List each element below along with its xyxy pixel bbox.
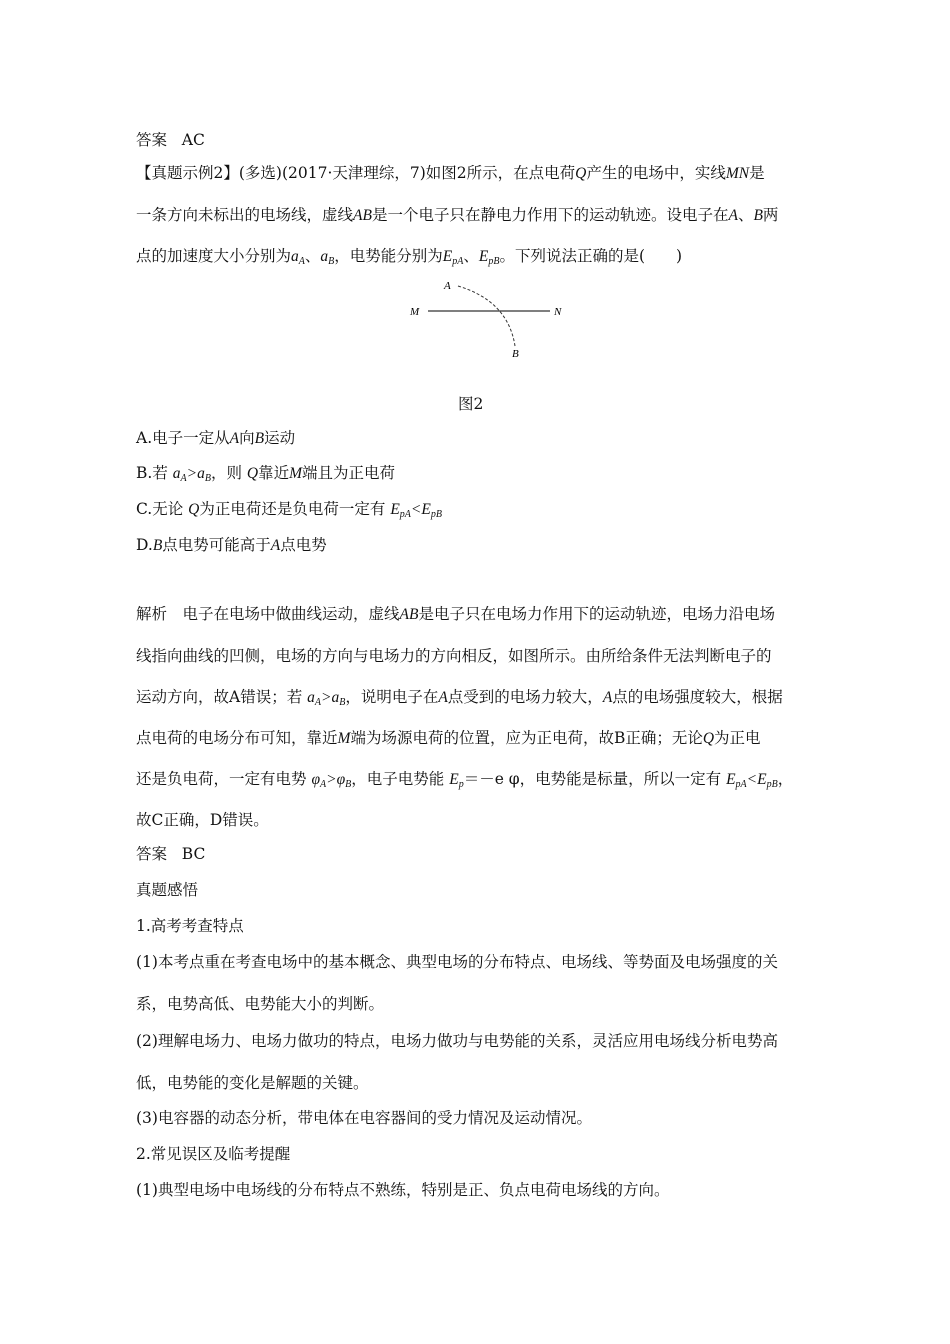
text: 为正电荷还是负电荷一定有 xyxy=(199,500,391,518)
label-n: N xyxy=(554,306,562,318)
text: 点电荷的电场分布可知，靠近 xyxy=(136,729,338,747)
label-b: B xyxy=(512,348,519,360)
insight-p2a: (2)理解电场力、电场力做功的特点，电场力做功与电势能的关系，灵活应用电场线分析电势高 xyxy=(136,1032,778,1050)
var: B xyxy=(254,430,265,447)
label-m: M xyxy=(410,306,420,318)
example-line-1 xyxy=(136,163,765,184)
text: 端且为正电荷 xyxy=(302,464,396,482)
var: A xyxy=(438,689,448,706)
insight-title: 真题感悟 xyxy=(136,881,199,899)
var: Q xyxy=(702,730,715,747)
text: 向 xyxy=(239,429,255,447)
var: M xyxy=(337,730,351,747)
math-aa-gt-ab: $a_A>a_B$ xyxy=(172,465,211,484)
option-a xyxy=(136,428,295,449)
answer-line-1 xyxy=(136,130,205,150)
analysis-line-1 xyxy=(136,604,775,625)
analysis-line-3 xyxy=(136,687,783,713)
text: 是 xyxy=(749,164,765,182)
trajectory-ab xyxy=(458,286,515,346)
text: ，电子电势能 xyxy=(351,770,450,788)
text: 解析 电子在电场中做曲线运动，虚线 xyxy=(136,605,400,623)
var: A xyxy=(229,430,240,447)
text: 靠近 xyxy=(258,464,290,482)
text: 、 xyxy=(737,206,754,224)
text: 运动方向，故A错误；若 xyxy=(136,688,308,706)
text: 点电势 xyxy=(280,536,327,554)
var-mn: MN xyxy=(725,165,750,182)
math-epa-lt-epb: $E_{pA}<E_{pB}$ xyxy=(390,501,442,520)
analysis-line-4 xyxy=(136,728,761,749)
figure-caption: 图2 xyxy=(458,395,484,413)
analysis-line-5: 还是负电荷，一定有电势 $\varphi_A>\varphi_B$，电子电势能 $E_p=-e$ φ，电势能是标量，所以一定有 $E_{pA}<E_{pB}$， xyxy=(136,770,794,790)
var-b: B xyxy=(753,207,763,224)
text: 运动 xyxy=(264,429,296,447)
insight-p4: (1)典型电场中电场线的分布特点不熟练，特别是正、负点电荷电场线的方向。 xyxy=(136,1181,670,1199)
insight-p1b: 系，电势高低、电势能大小的判断。 xyxy=(136,995,385,1013)
var-q: Q xyxy=(575,165,587,182)
option-b xyxy=(136,463,395,489)
answer-line-2 xyxy=(136,844,205,864)
answer-value: BC xyxy=(181,845,206,863)
text: 点的加速度大小分别为 xyxy=(136,247,292,265)
text: 一条方向未标出的电场线，虚线 xyxy=(136,206,354,224)
analysis-line-2: 线指向曲线的凹侧，电场的方向与电场力的方向相反，如图所示。由所给条件无法判断电子的 xyxy=(136,647,772,665)
text: (多选)(2017·天津理综，7)如图2所示，在点电荷 xyxy=(238,164,576,182)
math-epb: $E_{pB}$ xyxy=(478,248,500,267)
text: ，电势能分别为 xyxy=(334,247,443,265)
math-epa: $E_{pA}$ xyxy=(442,248,464,267)
text: 为正电 xyxy=(714,729,761,747)
text: ＝－e φ，电势能是标量，所以一定有 xyxy=(463,770,727,788)
insight-p3: (3)电容器的动态分析，带电体在电容器间的受力情况及运动情况。 xyxy=(136,1109,592,1127)
var: Q xyxy=(246,465,259,482)
answer-value: AC xyxy=(181,131,205,149)
text: 点受到的电场力较大， xyxy=(447,688,603,706)
insight-p2b: 低，电势能的变化是解题的关键。 xyxy=(136,1074,369,1092)
text: B.若 xyxy=(136,464,173,482)
option-c xyxy=(136,499,442,525)
text: 两 xyxy=(762,206,779,224)
text: A.电子一定从 xyxy=(136,429,230,447)
label-a: A xyxy=(444,280,451,292)
insight-heading-2: 2.常见误区及临考提醒 xyxy=(136,1145,291,1163)
insight-heading-1: 1.高考考查特点 xyxy=(136,917,244,935)
example-line-3: 点的加速度大小分别为$a_A$、$a_B$，电势能分别为$E_{pA}$、$E_{pB}$。下列说法正确的是( ) xyxy=(136,247,683,267)
var-ab: AB xyxy=(353,207,372,224)
field-line-figure xyxy=(400,276,580,366)
text: 还是负电荷，一定有电势 xyxy=(136,770,312,788)
math-aa-gt-ab: $a_A>a_B$ xyxy=(307,689,346,708)
math-epa-lt-epb: $E_{pA}<E_{pB}$ xyxy=(726,771,778,790)
text: ，则 xyxy=(210,464,247,482)
math-aa: $a_A$ xyxy=(291,248,305,267)
var: A xyxy=(270,537,281,554)
option-d xyxy=(136,535,327,556)
var: M xyxy=(289,465,303,482)
insight-p1a: (1)本考点重在考查电场中的基本概念、典型电场的分布特点、电场线、等势面及电场强度的关 xyxy=(136,953,778,971)
math-ep: $E_p$ xyxy=(449,771,464,790)
text: D. xyxy=(136,536,153,554)
text: C.无论 xyxy=(136,500,189,518)
text: 点的电场强度较大，根据 xyxy=(612,688,783,706)
text: 产生的电场中，实线 xyxy=(586,164,726,182)
example-line-2 xyxy=(136,205,778,226)
text: ，说明电子在 xyxy=(345,688,439,706)
text: 是一个电子只在静电力作用下的运动轨迹。设电子在 xyxy=(371,206,729,224)
answer-label: 答案 xyxy=(136,845,168,863)
text: 。下列说法正确的是( ) xyxy=(499,247,683,265)
text: 端为场源电荷的位置，应为正电荷，故B正确；无论 xyxy=(350,729,703,747)
var: B xyxy=(152,537,163,554)
var-a: A xyxy=(728,207,738,224)
example-tag: 【真题示例2】 xyxy=(136,164,239,182)
text: 是电子只在电场力作用下的运动轨迹，电场力沿电场 xyxy=(418,605,775,623)
var: Q xyxy=(188,501,200,518)
var: AB xyxy=(399,606,419,623)
analysis-line-6: 故C正确，D错误。 xyxy=(136,811,269,829)
var: A xyxy=(602,689,613,706)
math-ab: $a_B$ xyxy=(320,248,335,267)
text: 点电势可能高于 xyxy=(162,536,271,554)
answer-label: 答案 xyxy=(136,131,168,149)
math-phi: $\varphi_A>\varphi_B$ xyxy=(311,771,352,790)
